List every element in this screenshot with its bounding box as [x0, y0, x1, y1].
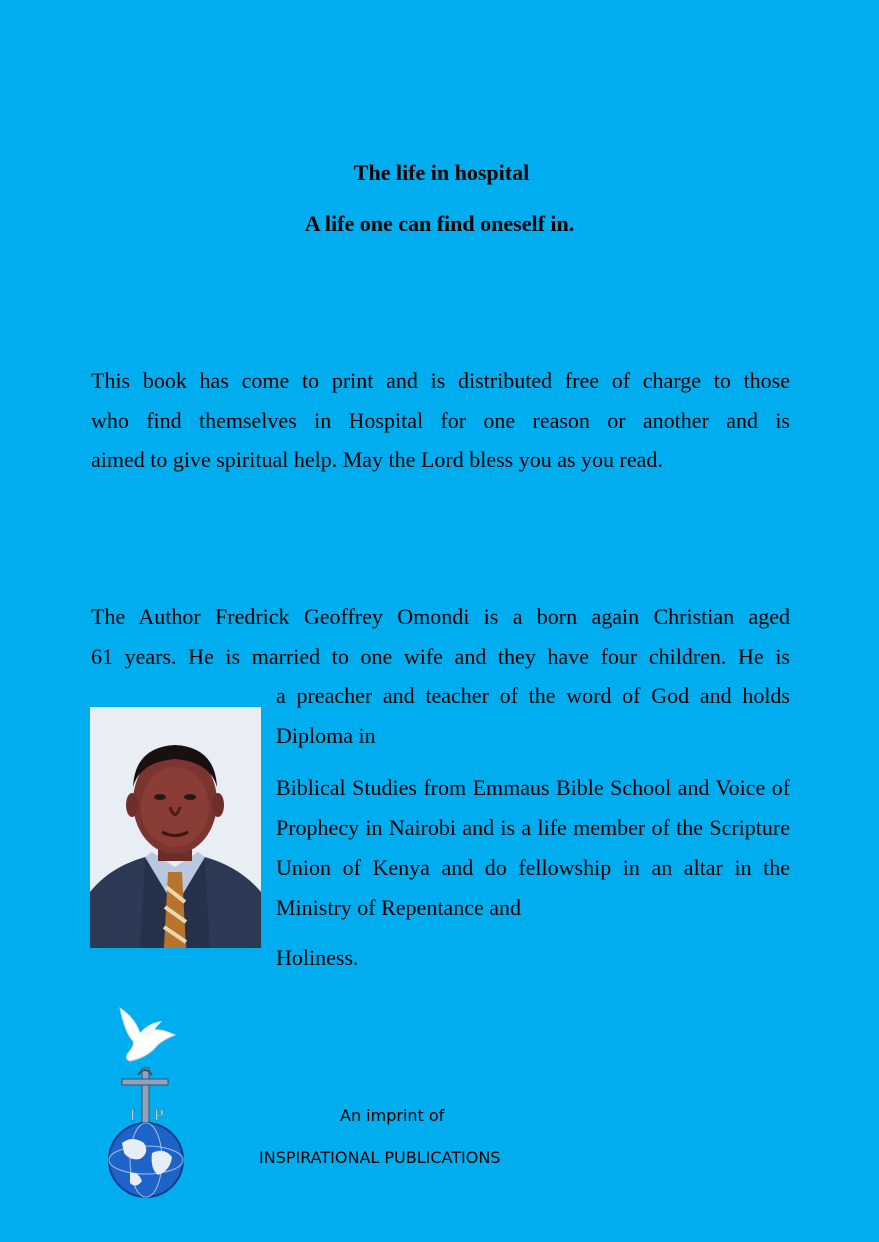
author-side-text-continued: [276, 768, 790, 928]
author-line: Holiness.: [276, 945, 359, 970]
intro-line: who find themselves in Hospital for one reason or another and is: [91, 407, 790, 433]
book-subtitle: A life one can find oneself in.: [304, 211, 575, 236]
author-side-text: [276, 676, 790, 756]
logo-letter-right: P: [154, 1108, 164, 1124]
intro-line: aimed to give spiritual help. May the Lord bless you as you read.: [91, 447, 663, 472]
book-title: The life in hospital: [353, 160, 530, 185]
author-line: in an altar in the Ministry of Repentance and: [276, 855, 791, 920]
dove-cross-globe-icon: [100, 1003, 192, 1199]
intro-paragraph: [91, 361, 790, 480]
author-last-line: [276, 938, 790, 978]
publisher-name: INSPIRATIONAL PUBLICATIONS: [259, 1148, 501, 1167]
imprint-label: An imprint of: [340, 1106, 445, 1125]
author-photo: [90, 707, 261, 948]
author-line: a preacher and teacher of the word of God and: [276, 683, 732, 708]
author-line: Biblical Studies from Emmaus Bible School and: [276, 775, 710, 800]
author-line: Voice of Prophecy in Nairobi and is a life member: [276, 775, 790, 840]
intro-line: This book has come to print and is distributed free of charge to those: [91, 368, 790, 393]
author-line: holds Diploma in: [276, 683, 790, 748]
logo-letter-left: I: [130, 1108, 136, 1124]
author-line: of the Scripture Union of Kenya and do fellowship: [276, 815, 790, 880]
publisher-logo: [100, 1003, 192, 1199]
author-line: 61 years. He is married to one wife and they have four children. He is: [91, 643, 790, 669]
author-paragraph: [91, 597, 790, 676]
author-portrait-icon: [90, 707, 261, 948]
author-line: The Author Fredrick Geoffrey Omondi is a born again Christian aged: [91, 604, 790, 629]
